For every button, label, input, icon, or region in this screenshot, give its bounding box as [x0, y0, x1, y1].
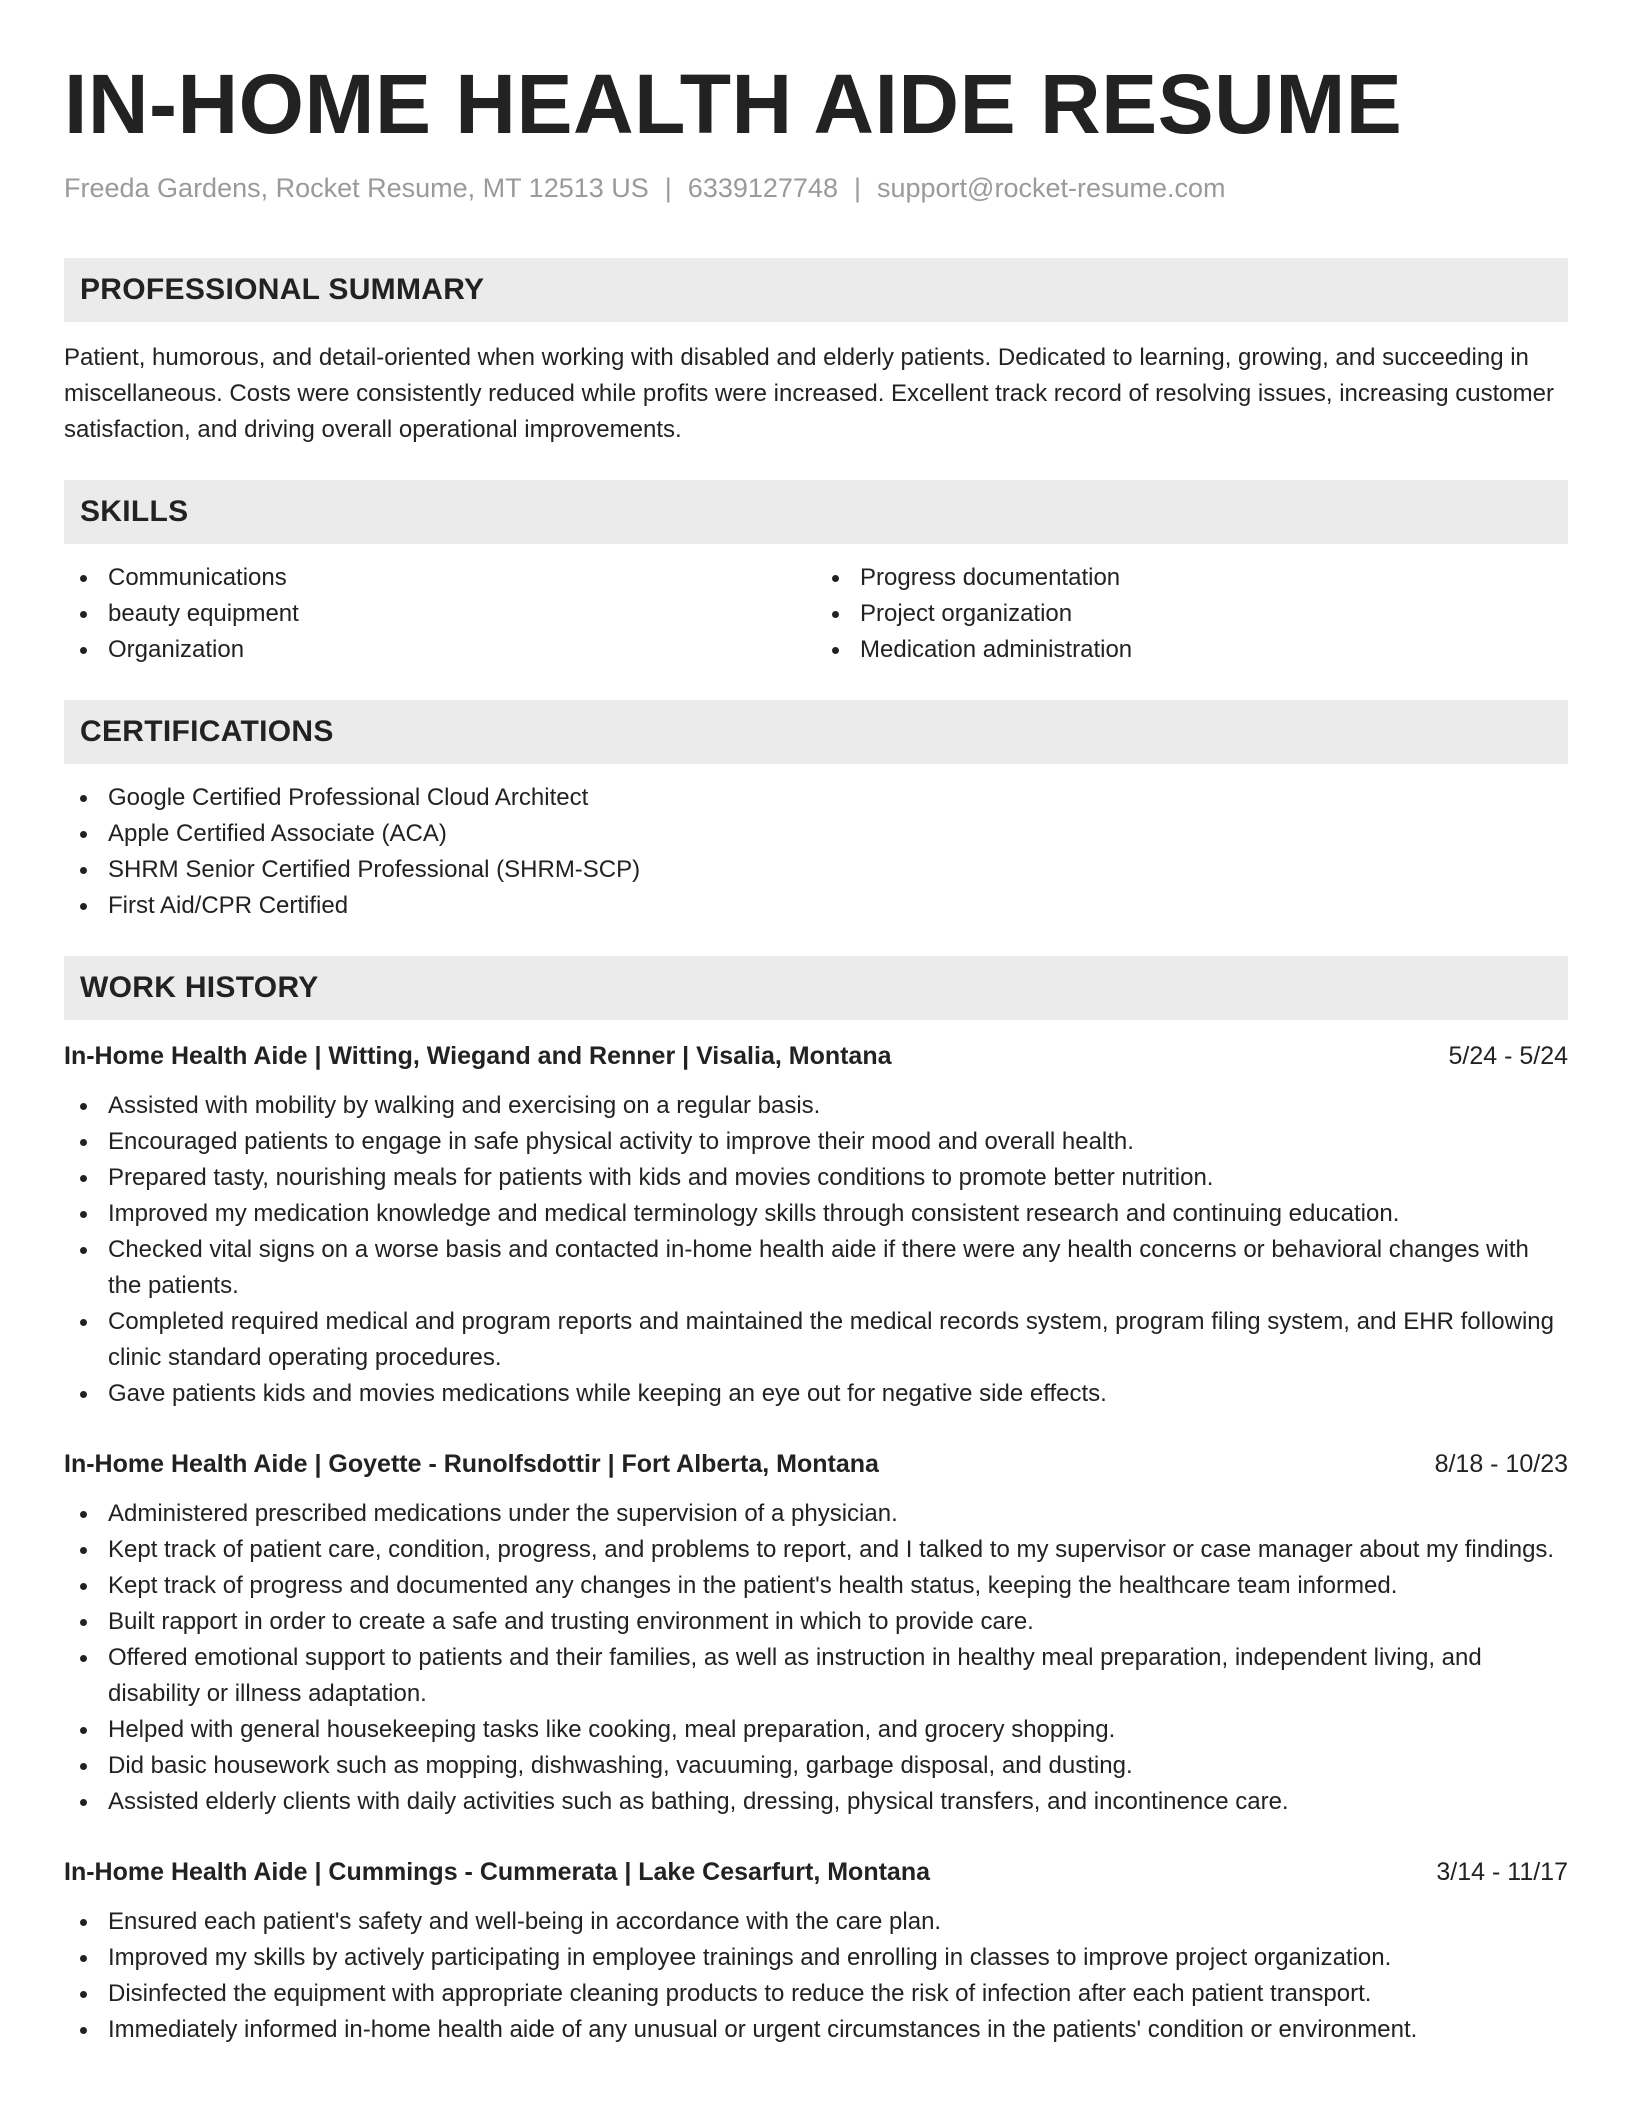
- job-duty: Kept track of progress and documented any changes in the patient's health status, keeping the healthcare team informed.: [64, 1568, 1568, 1604]
- job-title: In-Home Health Aide | Cummings - Cummerata | Lake Cesarfurt, Montana: [64, 1858, 930, 1886]
- job-duty: Kept track of patient care, condition, progress, and problems to report, and I talked to my supervisor or case manager about my findings.: [64, 1532, 1568, 1568]
- contact-line: [64, 172, 1568, 204]
- certification-item: First Aid/CPR Certified: [64, 888, 1568, 924]
- summary-text: Patient, humorous, and detail-oriented when working with disabled and elderly patients. Dedicated to learning, growing, and succeeding in miscellaneous. Costs were consistently reduced while profits were increased. Excellent track record of resolving issues, increasing customer satisfaction, and driving overall operational improvements.: [64, 344, 1554, 443]
- job-duty: Offered emotional support to patients and their families, as well as instruction in healthy meal preparation, independent living, and disability or illness adaptation.: [64, 1640, 1568, 1712]
- certification-item: Apple Certified Associate (ACA): [64, 816, 1568, 852]
- section-header-summary: PROFESSIONAL SUMMARY: [64, 258, 1568, 322]
- section-header-certifications: CERTIFICATIONS: [64, 700, 1568, 764]
- job-duty: Immediately informed in-home health aide of any unusual or urgent circumstances in the patients' condition or environment.: [64, 2012, 1568, 2048]
- job-dates: 5/24 - 5/24: [1448, 1042, 1568, 1070]
- job-entry: [64, 1854, 1568, 2048]
- job-duties-list: [64, 1088, 1568, 1412]
- job-duty: Helped with general housekeeping tasks like cooking, meal preparation, and grocery shopping.: [64, 1712, 1568, 1748]
- job-duty: Gave patients kids and movies medications while keeping an eye out for negative side effects.: [64, 1376, 1568, 1412]
- contact-address: Freeda Gardens, Rocket Resume, MT 12513 US: [64, 173, 649, 203]
- job-duty: Built rapport in order to create a safe and trusting environment in which to provide care.: [64, 1604, 1568, 1640]
- job-duty: Improved my skills by actively participating in employee trainings and enrolling in classes to improve project organization.: [64, 1940, 1568, 1976]
- job-duty: Improved my medication knowledge and medical terminology skills through consistent research and continuing education.: [64, 1196, 1568, 1232]
- skill-item: Medication administration: [816, 632, 1568, 668]
- job-dates: 8/18 - 10/23: [1434, 1450, 1568, 1478]
- job-dates: 3/14 - 11/17: [1436, 1858, 1568, 1886]
- skills-list-left: [64, 560, 816, 668]
- job-duty: Did basic housework such as mopping, dishwashing, vacuuming, garbage disposal, and dusting.: [64, 1748, 1568, 1784]
- job-duty: Prepared tasty, nourishing meals for patients with kids and movies conditions to promote better nutrition.: [64, 1160, 1568, 1196]
- job-duty: Administered prescribed medications under the supervision of a physician.: [64, 1496, 1568, 1532]
- contact-phone: 6339127748: [687, 173, 838, 203]
- skill-item: beauty equipment: [64, 596, 816, 632]
- skill-item: Progress documentation: [816, 560, 1568, 596]
- skill-item: Organization: [64, 632, 816, 668]
- job-duty: Assisted with mobility by walking and exercising on a regular basis.: [64, 1088, 1568, 1124]
- job-entry: [64, 1038, 1568, 1412]
- job-duty: Completed required medical and program reports and maintained the medical records system, program filing system, and EHR following clinic standard operating procedures.: [64, 1304, 1568, 1376]
- job-duty: Encouraged patients to engage in safe physical activity to improve their mood and overall health.: [64, 1124, 1568, 1160]
- skill-item: Project organization: [816, 596, 1568, 632]
- job-duty: Disinfected the equipment with appropriate cleaning products to reduce the risk of infection after each patient transport.: [64, 1976, 1568, 2012]
- skills-grid: [64, 560, 1568, 668]
- job-header: [64, 1446, 1568, 1482]
- certifications-list: [64, 780, 1568, 924]
- job-duty: Ensured each patient's safety and well-being in accordance with the care plan.: [64, 1904, 1568, 1940]
- job-duties-list: [64, 1496, 1568, 1820]
- contact-separator: |: [664, 173, 672, 203]
- job-header: [64, 1854, 1568, 1890]
- job-duties-list: [64, 1904, 1568, 2048]
- skill-item: Communications: [64, 560, 816, 596]
- job-title: In-Home Health Aide | Goyette - Runolfsdottir | Fort Alberta, Montana: [64, 1450, 879, 1478]
- skills-list-right: [816, 560, 1568, 668]
- job-duty: Assisted elderly clients with daily activities such as bathing, dressing, physical transfers, and incontinence care.: [64, 1784, 1568, 1820]
- job-title: In-Home Health Aide | Witting, Wiegand and Renner | Visalia, Montana: [64, 1042, 892, 1070]
- job-entry: [64, 1446, 1568, 1820]
- resume-title: IN-HOME HEALTH AIDE RESUME: [64, 57, 1403, 151]
- certification-item: SHRM Senior Certified Professional (SHRM-SCP): [64, 852, 1568, 888]
- section-header-work-history: WORK HISTORY: [64, 956, 1568, 1020]
- section-header-skills: SKILLS: [64, 480, 1568, 544]
- job-duty: Checked vital signs on a worse basis and contacted in-home health aide if there were any health concerns or behavioral changes with the patients.: [64, 1232, 1568, 1304]
- certification-item: Google Certified Professional Cloud Architect: [64, 780, 1568, 816]
- contact-separator: |: [853, 173, 861, 203]
- contact-email: support@rocket-resume.com: [876, 173, 1226, 203]
- job-header: [64, 1038, 1568, 1074]
